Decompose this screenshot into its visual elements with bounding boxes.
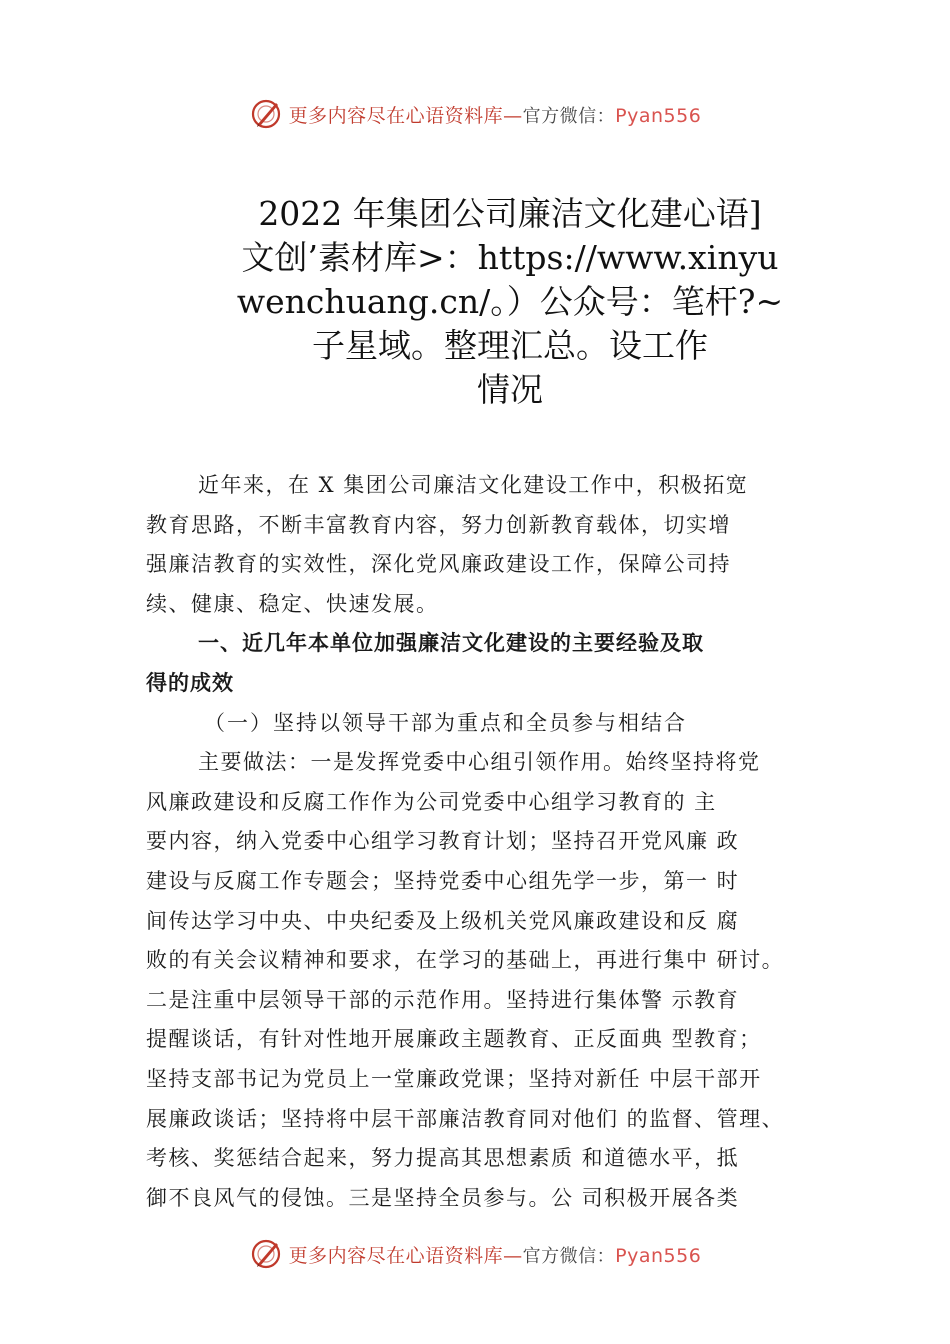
header-banner [0, 94, 950, 134]
subsection-heading: （一）坚持以领导干部为重点和全员参与相结合 [204, 710, 687, 735]
pen-logo-icon [249, 1237, 283, 1271]
title-line: wenchuang.cn/。）公众号：笔杆?~ [236, 282, 784, 321]
section-heading: 得的成效 [146, 670, 234, 695]
paragraph-line: 败的有关会议精神和要求，在学习的基础上，再进行集中 研讨。 [146, 948, 785, 973]
paragraph-line: 间传达学习中央、中央纪委及上级机关党风廉政建设和反 腐 [146, 908, 740, 933]
title-line: 情况 [477, 370, 543, 409]
banner-title: 更多内容尽在心语资料库 [288, 1244, 504, 1267]
paragraph-line: 要内容，纳入党委中心组学习教育计划；坚持召开党风廉 政 [146, 829, 740, 854]
title-line: 文创’素材库>：https://www.xinyu [241, 238, 779, 277]
banner-dash: — [503, 1244, 523, 1267]
paragraph-line: 坚持支部书记为党员上一堂廉政党课；坚持对新任 中层干部开 [146, 1066, 762, 1091]
pen-logo-icon [249, 97, 283, 131]
section-heading: 一、近几年本单位加强廉洁文化建设的主要经验及取 [198, 631, 704, 656]
banner-title: 更多内容尽在心语资料库 [288, 104, 504, 127]
intro-line: 近年来，在 X 集团公司廉洁文化建设工作中，积极拓宽 [198, 473, 749, 497]
title-line: 子星域。整理汇总。设工作 [312, 326, 708, 365]
title-line: 2022 年集团公司廉洁文化建心语] [258, 194, 762, 233]
banner-dash: — [503, 104, 523, 127]
paragraph-line: 风廉政建设和反腐工作作为公司党委中心组学习教育的 主 [146, 789, 717, 814]
document-body [146, 466, 850, 1218]
wechat-id: Pyan556 [615, 1244, 702, 1267]
paragraph-line: 展廉政谈话；坚持将中层干部廉洁教育同对他们 的监督、管理、 [146, 1106, 785, 1131]
wechat-label: 官方微信： [522, 1245, 616, 1267]
intro-line: 续、健康、稳定、快速发展。 [146, 591, 439, 616]
paragraph-line: 御不良风气的侵蚀。三是坚持全员参与。公 司积极开展各类 [146, 1185, 740, 1210]
banner-text [289, 1241, 702, 1268]
intro-line: 强廉洁教育的实效性，深化党风廉政建设工作，保障公司持 [146, 552, 731, 577]
paragraph-line: 提醒谈话，有针对性地开展廉政主题教育、正反面典 型教育； [146, 1027, 762, 1052]
banner-text [289, 101, 702, 128]
paragraph-line: 二是注重中层领导干部的示范作用。坚持进行集体警 示教育 [146, 987, 740, 1012]
document-title [210, 192, 810, 412]
paragraph-line: 主要做法：一是发挥党委中心组引领作用。始终坚持将党 [198, 750, 761, 775]
paragraph-line: 建设与反腐工作专题会；坚持党委中心组先学一步，第一 时 [146, 868, 740, 893]
wechat-id: Pyan556 [615, 104, 702, 127]
intro-line: 教育思路，不断丰富教育内容，努力创新教育载体，切实增 [146, 512, 731, 537]
paragraph-line: 考核、奖惩结合起来，努力提高其思想素质 和道德水平，抵 [146, 1146, 740, 1171]
wechat-label: 官方微信： [522, 105, 616, 127]
footer-banner [0, 1234, 950, 1274]
